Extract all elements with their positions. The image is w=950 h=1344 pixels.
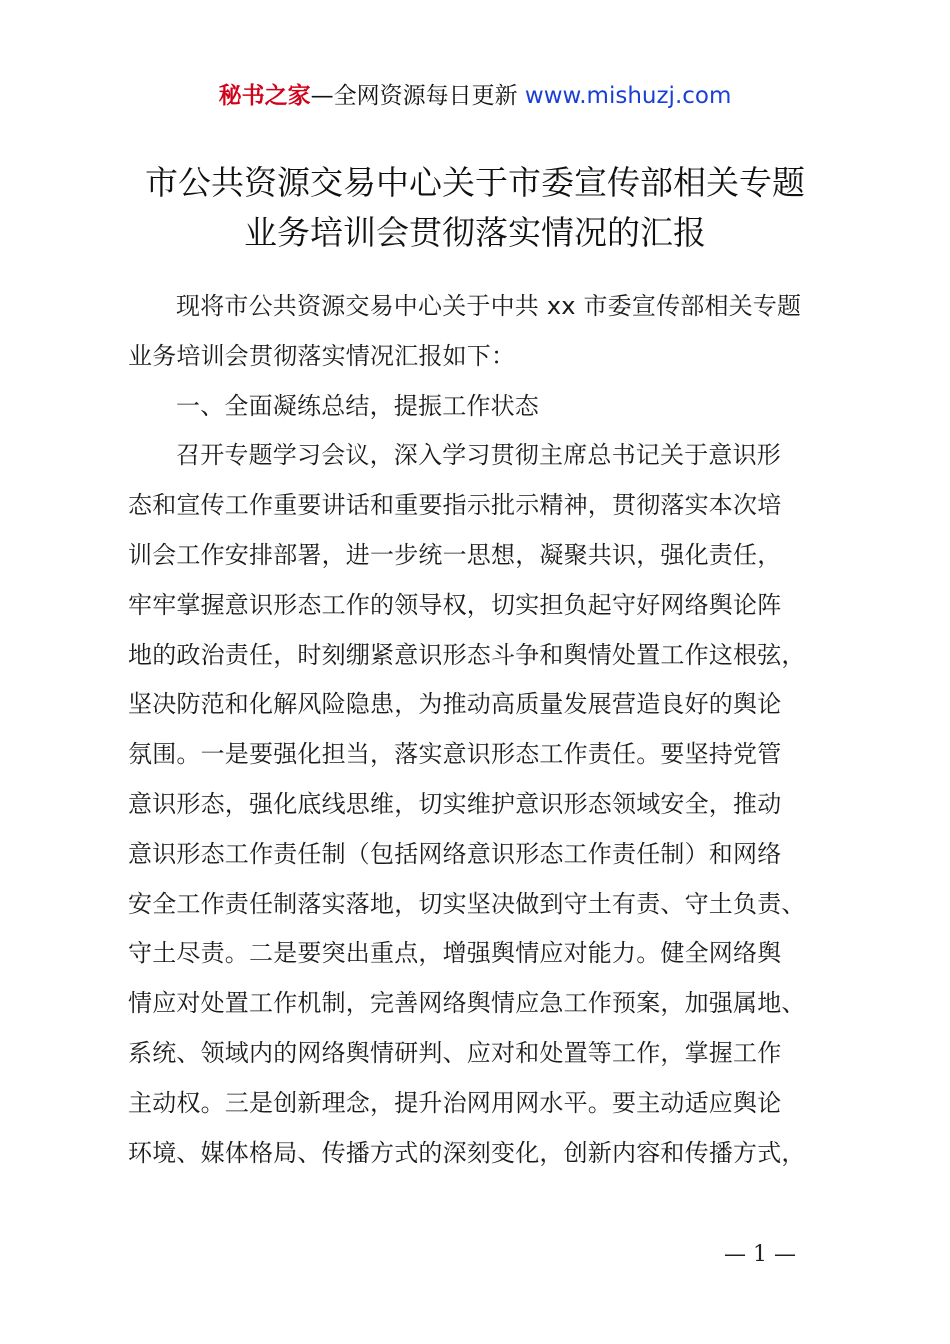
paragraph-line: 训会工作安排部署，进一步统一思想，凝聚共识，强化责任， bbox=[128, 540, 782, 569]
intro-line: 业务培训会贯彻落实情况汇报如下： bbox=[128, 341, 516, 370]
site-url-link[interactable]: www.mishuzj.com bbox=[524, 83, 732, 109]
paragraph-line: 召开专题学习会议，深入学习贯彻主席总书记关于意识形 bbox=[176, 441, 781, 470]
paragraph-line: 情应对处置工作机制，完善网络舆情应急工作预案，加强属地、 bbox=[128, 989, 806, 1018]
paragraph-line: 安全工作责任制落实落地，切实坚决做到守土有责、守土负责、 bbox=[128, 889, 806, 918]
page-number: — 1 — bbox=[724, 1242, 796, 1267]
paragraph-line: 环境、媒体格局、传播方式的深刻变化，创新内容和传播方式， bbox=[128, 1138, 806, 1167]
paragraph-line: 地的政治责任，时刻绷紧意识形态斗争和舆情处置工作这根弦， bbox=[128, 640, 806, 669]
intro-line: 现将市公共资源交易中心关于中共 xx 市委宣传部相关专题 bbox=[176, 292, 802, 320]
header-tagline: —全网资源每日更新 bbox=[310, 83, 518, 109]
paragraph-line: 系统、领域内的网络舆情研判、应对和处置等工作，掌握工作 bbox=[128, 1038, 782, 1067]
title-line: 业务培训会贯彻落实情况的汇报 bbox=[244, 213, 706, 252]
paragraph-line: 氛围。一是要强化担当，落实意识形态工作责任。要坚持党管 bbox=[128, 740, 782, 769]
paragraph-line: 意识形态工作责任制（包括网络意识形态工作责任制）和网络 bbox=[128, 839, 782, 868]
brand-name: 秘书之家 bbox=[218, 83, 311, 109]
paragraph-line: 主动权。三是创新理念，提升治网用网水平。要主动适应舆论 bbox=[128, 1088, 782, 1117]
title-line: 市公共资源交易中心关于市委宣传部相关专题 bbox=[145, 163, 805, 202]
paragraph-line: 坚决防范和化解风险隐患，为推动高质量发展营造良好的舆论 bbox=[128, 690, 782, 719]
paragraph-line: 态和宣传工作重要讲话和重要指示批示精神，贯彻落实本次培 bbox=[128, 491, 782, 520]
document-title bbox=[60, 158, 890, 258]
paragraph-line: 意识形态，强化底线思维，切实维护意识形态领域安全，推动 bbox=[128, 789, 782, 818]
section-heading: 一、全面凝练总结，提振工作状态 bbox=[176, 391, 539, 420]
paragraph-line: 守土尽责。二是要突出重点，增强舆情应对能力。健全网络舆 bbox=[128, 939, 782, 968]
site-header bbox=[0, 80, 950, 112]
paragraph-line: 牢牢掌握意识形态工作的领导权，切实担负起守好网络舆论阵 bbox=[128, 590, 782, 619]
document-body bbox=[128, 282, 863, 1178]
